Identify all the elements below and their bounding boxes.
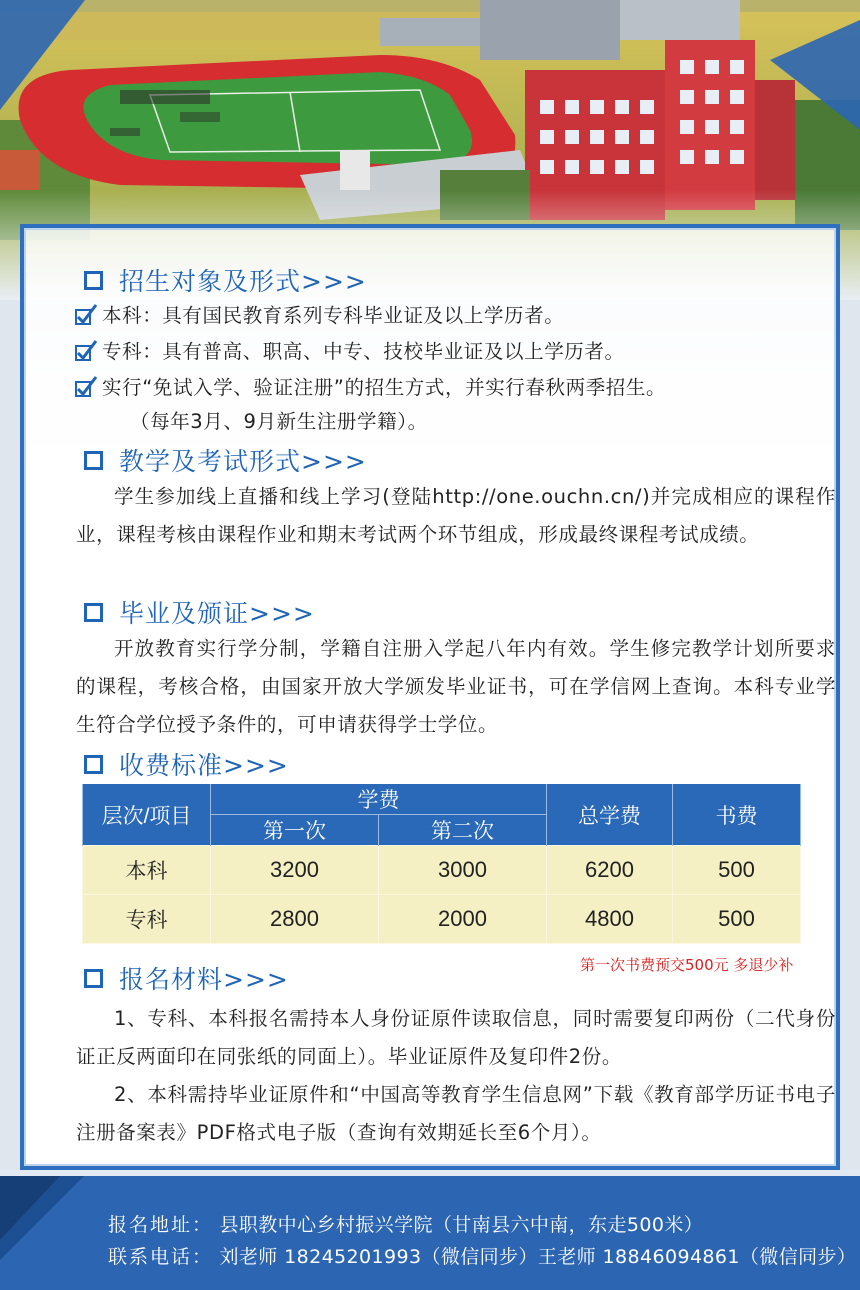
header-tuition: 学费 (211, 784, 547, 815)
table-row (83, 846, 801, 895)
phone-value: 刘老师 18245201993（微信同步）王老师 18846094861（微信同步） (219, 1246, 857, 1268)
header-books: 书费 (673, 784, 801, 846)
enrollment-item-text: 实行“免试入学、验证注册”的招生方式，并实行春秋两季招生。 (102, 376, 667, 399)
enrollment-item (74, 338, 625, 366)
section-title: 教学及考试形式>>> (119, 447, 367, 476)
checkmark-icon (74, 374, 98, 400)
materials-paragraph-2: 2、本科需持毕业证原件和“中国高等教育学生信息网”下载《教育部学历证书电子注册备案表》PDF格式电子版（查询有效期延长至6个月）。 (76, 1083, 836, 1144)
footer-contact (0, 1170, 860, 1290)
cell-first: 3200 (211, 846, 379, 895)
cell-total: 6200 (547, 846, 673, 895)
address-value: 县职教中心乡村振兴学院（甘南县六中南，东走500米） (219, 1214, 704, 1236)
enrollment-item (74, 374, 666, 402)
materials-paragraph-1: 1、专科、本科报名需持本人身份证原件读取信息，同时需要复印两份（二代身份证正反两面印在同张纸的同面上）。毕业证原件及复印件2份。 (76, 1007, 836, 1068)
header-second: 第二次 (379, 815, 547, 846)
checkbox-square-icon (84, 271, 103, 290)
header-total: 总学费 (547, 784, 673, 846)
cell-level: 专科 (83, 895, 211, 944)
section-title: 收费标准>>> (119, 751, 289, 780)
cell-level: 本科 (83, 846, 211, 895)
enrollment-note: （每年3月、9月新生注册学籍）。 (130, 410, 428, 433)
checkbox-square-icon (84, 969, 103, 988)
header-level: 层次/项目 (83, 784, 211, 846)
cell-books: 500 (673, 846, 801, 895)
cell-books: 500 (673, 895, 801, 944)
section-fees-heading (84, 746, 289, 782)
cell-second: 3000 (379, 846, 547, 895)
phone-label: 联系电话： (108, 1246, 214, 1268)
enrollment-item-text: 本科：具有国民教育系列专科毕业证及以上学历者。 (102, 304, 565, 327)
footer-address (108, 1210, 703, 1237)
checkbox-square-icon (84, 603, 103, 622)
fee-table (82, 784, 801, 944)
section-title: 报名材料>>> (119, 965, 289, 994)
graduation-paragraph: 开放教育实行学分制，学籍自注册入学起八年内有效。学生修完教学计划所要求的课程，考核合格，由国家开放大学颁发毕业证书，可在学信网上查询。本科专业学生符合学位授予条件的，可申请获得学士学位。 (76, 637, 836, 736)
cell-total: 4800 (547, 895, 673, 944)
section-title: 毕业及颁证>>> (119, 599, 315, 628)
content-card (20, 224, 840, 1170)
checkmark-icon (74, 302, 98, 328)
section-teaching-heading (84, 442, 367, 478)
section-graduation-heading (84, 594, 315, 630)
checkbox-square-icon (84, 755, 103, 774)
section-title: 招生对象及形式>>> (119, 267, 367, 296)
table-row (83, 895, 801, 944)
fee-note: 第一次书费预交500元 多退少补 (580, 956, 794, 974)
teaching-paragraph: 学生参加线上直播和线上学习(登陆http://one.ouchn.cn/)并完成相应的课程作业，课程考核由课程作业和期末考试两个环节组成，形成最终课程考试成绩。 (76, 485, 836, 546)
address-label: 报名地址： (108, 1214, 214, 1236)
checkbox-square-icon (84, 451, 103, 470)
header-first: 第一次 (211, 815, 379, 846)
section-enrollment-heading (84, 262, 367, 298)
section-materials-heading (84, 960, 289, 996)
checkmark-icon (74, 338, 98, 364)
enrollment-item (74, 302, 564, 330)
footer-phone (108, 1242, 856, 1269)
cell-first: 2800 (211, 895, 379, 944)
enrollment-item-text: 专科：具有普高、职高、中专、技校毕业证及以上学历者。 (102, 340, 625, 363)
cell-second: 2000 (379, 895, 547, 944)
